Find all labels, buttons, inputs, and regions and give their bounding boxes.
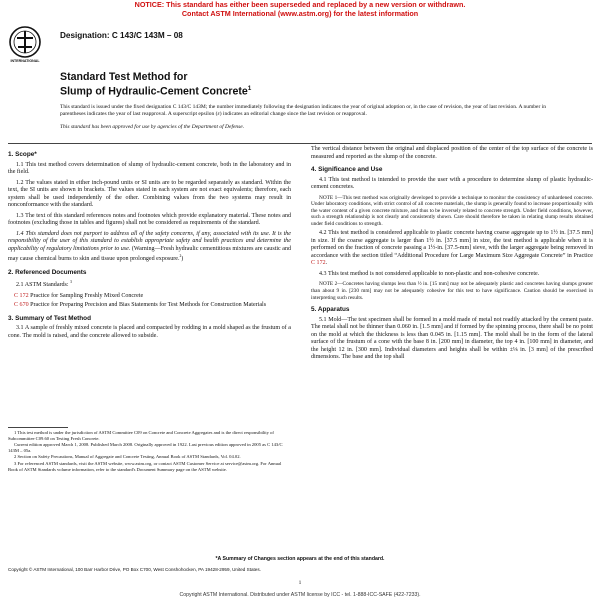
document-title bbox=[60, 71, 251, 98]
supersede-notice bbox=[0, 0, 600, 18]
para-3-1-cont: The vertical distance between the original and displaced position of the center of the top surface of the concrete is measured and reported as the slump of the concrete. bbox=[311, 146, 593, 160]
ref-text: Practice for Sampling Freshly Mixed Concrete bbox=[30, 292, 144, 299]
title-line-1: Standard Test Method for bbox=[60, 71, 188, 83]
ref-text: Practice for Preparing Precision and Bias Statements for Test Methods for Construction Materials bbox=[30, 302, 267, 309]
intro-block bbox=[60, 104, 550, 131]
para-1-4-sup: 2 bbox=[179, 254, 182, 258]
designation: Designation: C 143/C 143M – 08 bbox=[60, 31, 183, 40]
para-5-1: 5.1 Mold—The test specimen shall be formed in a mold made of metal not readily attacked by the cement paste. The metal shall not be thinner than 0.060 in. [1.5 mm] and if formed by the spinning process, there shall be no point on the mold at which the thickness is less than 0.045 in. [1.15 mm]. The mold shall be in the form of the lateral surface of the frustum of a cone with the base 8 in. [200 mm] in diameter, the top 4 in. [100 mm] in diameter, and the height 12 in. [300 mm]. Individual diameters and heights shall be within ±⅛ in. [3 mm] of the prescribed dimensions. The base and the top shall bbox=[311, 316, 593, 361]
para-1-4 bbox=[8, 231, 291, 264]
issued-statement: This standard is issued under the fixed designation C 143/C 143M; the number immediately following the designation indicates the year of original adoption or, in the case of revision, the year of last revision. A number in parentheses indicates the year of last reapproval. A superscript epsilon (ε) indicates an editorial change since the last revision or reapproval. bbox=[60, 104, 546, 117]
footnote-1b: Current edition approved March 1, 2008. Published March 2008. Originally approved in 1922. Last previous edition approved in 2005 as C 143/C 143M – 05a. bbox=[8, 442, 283, 453]
para-4-3: 4.3 This test method is not considered applicable to non-plastic and non-cohesive concrete. bbox=[319, 270, 540, 277]
heading-referenced-documents: 2. Referenced Documents bbox=[8, 268, 87, 276]
ref-link-c670[interactable]: C 670 bbox=[14, 302, 29, 309]
title-footnote-mark: 1 bbox=[247, 85, 252, 92]
para-3-1: 3.1 A sample of freshly mixed concrete is placed and compacted by rodding in a mold shaped as the frustum of a cone. The mold is raised, and the concrete allowed to subside. bbox=[8, 325, 291, 339]
heading-significance: 4. Significance and Use bbox=[311, 166, 383, 173]
left-column bbox=[8, 146, 291, 343]
astm-logo bbox=[8, 25, 42, 69]
ref-link-c172[interactable]: C 172 bbox=[14, 292, 29, 299]
title-line-2: Slump of Hydraulic-Cement Concrete bbox=[60, 85, 248, 98]
para-1-4-end: ) bbox=[181, 256, 184, 263]
footnote-rule bbox=[8, 427, 68, 428]
summary-of-changes-note: *A Summary of Changes section appears at the end of this standard. bbox=[215, 556, 385, 562]
ref-item bbox=[14, 302, 291, 310]
heading-summary: 3. Summary of Test Method bbox=[8, 314, 91, 322]
para-2-1-sup: 3 bbox=[70, 280, 72, 285]
para-1-3: 1.3 The text of this standard references notes and footnotes which provide explanatory material. These notes and footnotes (excluding those in tables and figures) shall not be considered as requirements of the standard. bbox=[8, 212, 291, 226]
para-4-2-text: 4.2 This test method is considered applicable to plastic concrete having coarse aggregate up to 1½ in. [37.5 mm] in size. If the coarse aggregate is larger than 1½ in. [37.5 mm] in size, the test method is applicable when it is performed on the fraction of concrete passing a 1½-in. [37.5-mm] sieve, with the larger aggregate being removed in accordance with the section titled “Additional Procedure for Large Maximum Size Aggregate Concrete” in Practice bbox=[311, 230, 593, 259]
notice-line-2: Contact ASTM International (www.astm.org) for the latest information bbox=[181, 9, 419, 18]
header-rule bbox=[8, 143, 592, 144]
license-line: Copyright ASTM International. Distributed under ASTM license by ICC - tel. 1-888-ICC-SAFE (422-7233). bbox=[179, 592, 421, 598]
footnote-3: 3 For referenced ASTM standards, visit the ASTM website, www.astm.org, or contact ASTM Customer Service at service@astm.org. For Annual Book of ASTM Standards volume information, refer to the standard's Document Summary page on the ASTM website. bbox=[8, 460, 282, 472]
para-1-4-warning: (Warning—Fresh hydraulic cementitious mixtures are caustic and may cause chemical burns to skin and tissue upon prolonged exposure. bbox=[8, 245, 291, 263]
para-1-2: 1.2 The values stated in either inch-pound units or SI units are to be regarded separately as standard. Within the text, the SI units are shown in brackets. The values stated in each system are not exact equivalents; therefore, each system shall be used independently of the other. Combining values from the two systems may result in nonconformance with the standard. bbox=[8, 179, 291, 208]
note-1: NOTE 1—This test method was originally developed to provide a technique to monitor the consistency of unhardened concrete. Under laboratory conditions, with strict control of all concrete materials, the slump is generally found to increase proportionally with the water content of a given concrete mixture, and thus to be inversely related to concrete strength. Under field conditions, however, such a strength relationship is not clearly and consistently shown. Care should therefore be taken in relating slump results obtained under field conditions to strength. bbox=[311, 194, 593, 227]
footnote-1: 1 This test method is under the jurisdiction of ASTM Committee C09 on Concrete and Concrete Aggregates and is the direct responsibility of Subcommittee C09.60 on Testing Fresh Concrete. bbox=[8, 430, 274, 441]
para-2-1 bbox=[8, 279, 291, 290]
right-column bbox=[311, 146, 593, 365]
para-2-1-text: 2.1 ASTM Standards: bbox=[16, 282, 69, 289]
heading-scope: 1. Scope* bbox=[8, 151, 37, 158]
heading-apparatus: 5. Apparatus bbox=[311, 306, 350, 314]
dod-approval: This standard has been approved for use by agencies of the Department of Defense. bbox=[60, 123, 245, 130]
footnote-2: 2 Section on Safety Precautions, Manual of Aggregate and Concrete Testing, Annual Book of ASTM Standards, Vol. 04.02. bbox=[14, 454, 241, 460]
para-4-2 bbox=[311, 230, 593, 268]
ref-item bbox=[14, 292, 291, 301]
note-2: NOTE 2—Concretes having slumps less than ½ in. [15 mm] may not be adequately plastic and concretes having slumps greater than about 9 in. [230 mm] may not be adequately cohesive for this test to have significance. Caution should be exercised in interpreting such results. bbox=[311, 281, 593, 301]
footnotes bbox=[8, 427, 291, 473]
para-1-4-italic: 1.4 This standard does not purport to address all of the safety concerns, if any, associated with its use. It is the responsibility of the user of this standard to establish appropriate safety and health practices and determine the applicability of regulatory limitations prior to use. bbox=[8, 230, 291, 252]
para-4-2-end: . bbox=[325, 260, 328, 267]
copyright-line: Copyright © ASTM International, 100 Barr Harbor Drive, PO Box C700, West Conshohocken, PA 19428-2959, United States. bbox=[8, 567, 261, 572]
page-number: 1 bbox=[298, 580, 302, 586]
para-1-1: 1.1 This test method covers determination of slump of hydraulic-cement concrete, both in the laboratory and in the field. bbox=[8, 161, 291, 175]
para-4-1: 4.1 This test method is intended to provide the user with a procedure to determine slump of plastic hydraulic-cement concretes. bbox=[311, 176, 593, 190]
logo-text: INTERNATIONAL bbox=[10, 59, 40, 63]
xref-c172[interactable]: C 172 bbox=[311, 260, 326, 267]
notice-line-1: NOTICE: This standard has either been superseded and replaced by a new version or withdrawn. bbox=[134, 0, 466, 9]
